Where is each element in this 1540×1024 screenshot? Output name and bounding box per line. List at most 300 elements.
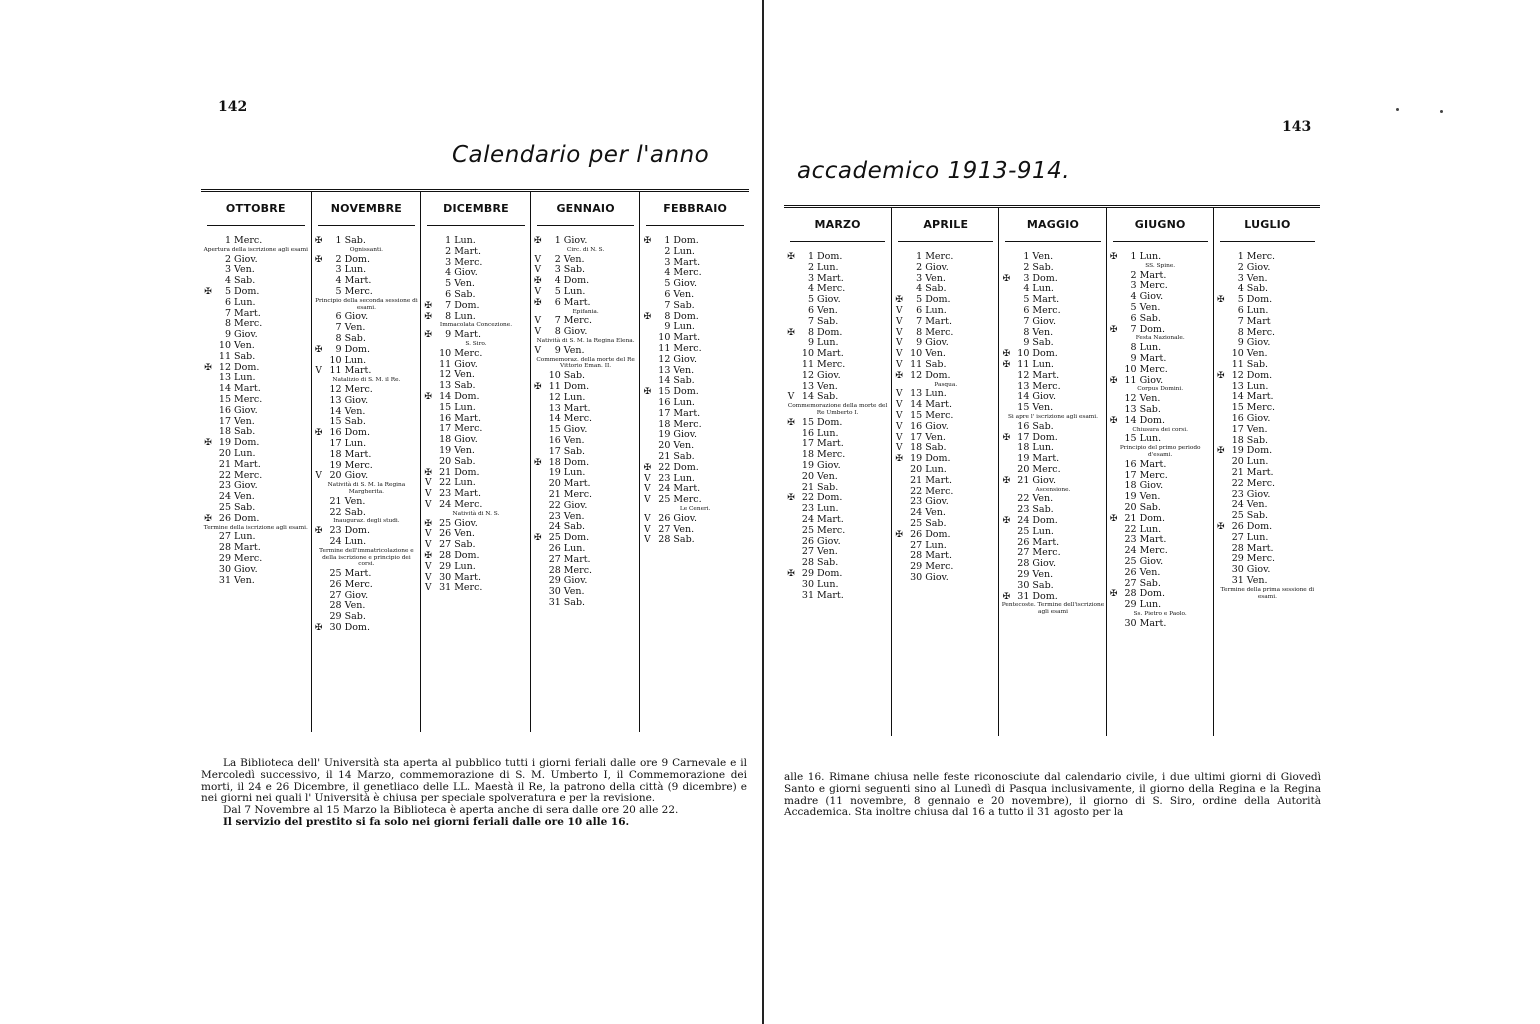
day-note: Termine dell'immatricolazione e della iscrizione e principio dei corsi. [319,547,414,568]
day-number: 23 [548,510,561,522]
day-mark [201,298,215,309]
day-mark [201,276,215,287]
weekday-abbrev: Lun. [234,296,256,308]
holiday-cross-icon: ✠ [534,297,542,308]
holiday-cross-icon: ✠ [643,311,652,322]
weekday-abbrev: Giov. [1139,480,1164,492]
day-mark [201,373,215,384]
weekday-abbrev: Dom. [1139,414,1165,426]
day-row [640,535,750,546]
day-number: 9 [335,343,342,355]
holiday-cross-icon: ✠ [314,623,323,634]
day-mark [784,274,798,285]
day-row [1107,460,1214,471]
day-row [892,371,999,382]
weekday-abbrev: Mart. [563,553,591,565]
day-number: 14 [910,399,923,411]
weekday-abbrev: Giov. [563,424,588,436]
day-row [640,430,750,441]
day-note: Ognissanti. [349,246,383,253]
weekday-abbrev: Mart. [817,513,844,525]
day-row [201,565,311,576]
day-row [531,533,641,544]
weekday-abbrev: Ven. [234,415,255,427]
day-number: 15 [910,409,923,421]
day-number: 5 [445,278,452,290]
day-mark [312,323,326,334]
day-row [421,446,531,457]
day-row [531,255,641,266]
day-mark [999,295,1013,306]
day-row [312,591,422,602]
day-mark [201,449,215,460]
day-number: 28 [218,542,231,554]
day-number: 27 [329,589,342,601]
weekday-abbrev: Merc. [344,285,373,297]
day-number: 24 [1017,514,1030,526]
day-mark [999,328,1013,339]
weekday-abbrev: Mart. [454,571,481,583]
weekday-abbrev: Sab. [234,350,256,362]
day-number: 27 [910,539,923,551]
weekday-abbrev: Giov. [1246,412,1271,424]
weekday-abbrev: Giov. [234,404,258,416]
day-number: 5 [1023,294,1030,306]
day-mark [421,349,435,360]
weekday-abbrev: Dom. [234,285,260,297]
day-row [312,345,422,356]
day-note: Epifania. [572,308,599,315]
day-number: 16 [910,420,923,432]
month-column-luglio [1213,208,1321,736]
day-row [421,583,531,594]
day-mark [1214,349,1228,360]
day-number: 24 [1231,499,1244,511]
weekday-abbrev: Merc. [673,342,702,354]
day-number: 21 [910,474,923,486]
month-header: GENNAIO [537,192,635,226]
day-mark [999,403,1013,414]
day-number: 6 [664,288,671,300]
weekday-abbrev: Dom. [344,427,370,439]
weekday-abbrev: Sab. [673,534,695,546]
weekday-abbrev: Lun. [817,578,839,590]
weekday-abbrev: Dom. [1032,590,1058,602]
day-number: 22 [439,477,452,489]
weekday-abbrev: Sab. [344,416,366,428]
vacation-mark: V [534,327,542,338]
weekday-abbrev: Mart. [1246,466,1274,478]
day-number: 4 [1237,283,1244,295]
vacation-mark: V [895,421,903,432]
day-number: 16 [801,427,814,439]
day-mark [201,481,215,492]
day-mark [784,504,798,515]
weekday-abbrev: Giov. [1139,291,1164,303]
day-mark [312,461,326,472]
vacation-mark: V [424,489,432,500]
calendar-table-right [784,205,1320,736]
weekday-abbrev: Lun. [454,235,476,246]
day-note: Si apre l' iscrizione agli esami. [1007,413,1099,420]
day-number: 13 [1231,380,1244,392]
holiday-cross-icon: ✠ [1002,475,1011,486]
day-number: 6 [445,288,452,300]
day-number: 29 [910,561,923,573]
day-mark [1214,263,1228,274]
day-number: 23 [1124,534,1137,546]
day-row [640,387,750,398]
day-row [1107,252,1214,263]
day-mark [1214,328,1228,339]
day-row [201,460,311,471]
weekday-abbrev: Merc. [1139,280,1168,292]
day-row [1107,619,1214,630]
day-number: 4 [807,283,814,295]
day-number: 22 [329,506,342,518]
day-mark [784,537,798,548]
day-number: 17 [548,445,561,457]
day-mark [1107,557,1121,568]
weekday-abbrev: Merc. [1246,251,1276,262]
day-list [784,252,891,601]
day-number: 4 [916,283,923,295]
day-mark [1214,533,1228,544]
footer-paragraph: La Biblioteca dell' Università sta aperta al pubblico tutti i giorni feriali dalle ore 9 Carnevale e il Mercoledì successivo, il 14 Marzo, commemorazione di S. M. Umberto I, il Commemorazione dei morti, il 24 e 26 Dicembre, il genetliaco delle LL. Maestà il Re, la patrono della città (9 dicembre) e nei giorni nei quali l' Università è chiusa per speciale spolveratura e per la revisione. [201,757,747,805]
weekday-abbrev: Sab. [1246,510,1269,522]
day-number: 20 [1231,456,1244,468]
day-row [640,247,750,258]
day-number: 15 [1124,433,1137,445]
day-number: 9 [1237,337,1244,349]
weekday-abbrev: Ven. [563,434,585,446]
day-number: 27 [548,553,561,565]
holiday-cross-icon: ✠ [1109,252,1118,262]
weekday-abbrev: Dom. [1032,272,1058,284]
weekday-abbrev: Sab. [454,455,476,467]
vacation-mark: V [534,254,542,265]
day-row [421,519,531,530]
day-row [201,298,311,309]
left-page [0,0,766,1024]
day-row [640,355,750,366]
calendar-table-left [201,189,749,732]
weekday-abbrev: Ven. [1246,423,1268,435]
weekday-abbrev: Sab. [563,445,586,457]
day-mark [312,407,326,418]
day-mark [1214,274,1228,285]
holiday-cross-icon: ✠ [314,344,323,355]
day-number: 3 [664,256,671,268]
weekday-abbrev: Merc. [673,267,702,279]
day-mark [784,580,798,591]
day-row [201,352,311,363]
day-number: 28 [910,550,923,562]
day-row [531,598,641,609]
day-row [312,526,422,537]
holiday-cross-icon: ✠ [1109,589,1118,600]
day-number: 7 [916,315,923,327]
day-mark [421,435,435,446]
day-note: Ascensione. [1035,486,1071,493]
weekday-abbrev: Sab. [454,288,476,300]
day-mark [531,393,545,404]
day-mark [999,252,1013,263]
day-mark [531,544,545,555]
footer-text-left [201,758,747,829]
day-mark [640,376,654,387]
day-number: 6 [1130,312,1137,324]
day-mark [201,309,215,320]
weekday-abbrev: Giov. [1246,337,1271,349]
footer-text-right [784,772,1321,819]
day-number: 18 [329,448,342,460]
day-number: 9 [224,329,231,341]
day-number: 8 [664,310,671,322]
day-mark [999,422,1013,433]
day-note: Natalizio di S. M. il Re. [332,377,401,384]
day-mark [421,370,435,381]
vacation-mark: V [895,338,903,349]
day-number: 20 [439,455,452,467]
day-number: 20 [801,470,814,482]
day-note: Commemoraz. della morte del Re Vittorio Eman. II. [536,356,635,370]
weekday-abbrev: Dom. [563,380,590,392]
day-number: 13 [329,394,342,406]
day-number: 12 [218,361,231,373]
day-row [1214,576,1321,587]
day-row [201,330,311,341]
weekday-abbrev: Mart. [563,402,591,414]
day-mark [640,366,654,377]
day-row [201,514,311,525]
day-number: 2 [445,245,452,257]
day-row [421,551,531,562]
day-row [531,555,641,566]
day-mark [640,247,654,258]
day-number: 10 [1017,348,1030,360]
holiday-cross-icon: ✠ [643,462,652,473]
day-row [784,317,891,328]
day-number: 13 [439,380,452,392]
weekday-abbrev: Merc. [673,494,702,506]
day-note: Circ. di N. S. [566,246,605,253]
day-mark [999,494,1013,505]
day-mark [784,317,798,328]
day-mark [640,301,654,312]
day-number: 16 [1231,412,1244,424]
weekday-abbrev: Sab. [817,391,839,403]
weekday-abbrev: Giov. [1032,474,1056,486]
weekday-abbrev: Sab. [925,358,947,370]
weekday-abbrev: Merc. [1246,402,1276,414]
day-number: 2 [1130,269,1137,281]
month-header: MARZO [790,208,885,242]
holiday-cross-icon: ✠ [1002,359,1011,370]
day-row [421,500,531,511]
day-number: 24 [910,507,923,519]
weekday-abbrev: Sab. [344,611,366,623]
weekday-abbrev: Mart. [1139,352,1167,364]
day-note: Inauguraz. degli studi. [333,518,400,525]
day-number: 15 [801,416,814,428]
weekday-abbrev: Merc. [925,251,954,262]
weekday-abbrev: Ven. [1139,491,1161,503]
day-number: 21 [658,450,671,462]
day-number: 5 [335,285,342,297]
weekday-abbrev: Merc. [454,582,483,594]
day-row [1214,533,1321,544]
day-number: 13 [801,380,814,392]
day-mark [531,555,545,566]
weekday-abbrev: Merc. [234,393,263,405]
day-number: 24 [1124,545,1137,557]
day-number: 11 [548,380,561,392]
day-row [640,301,750,312]
vacation-mark: V [895,443,903,454]
day-list [201,236,311,586]
weekday-abbrev: Giov. [925,337,949,349]
holiday-cross-icon: ✠ [314,254,323,265]
day-number: 14 [548,413,561,425]
day-row [531,425,641,436]
weekday-abbrev: Merc. [563,315,593,327]
weekday-abbrev: Sab. [1032,337,1054,349]
weekday-abbrev: Sab. [1139,501,1161,513]
day-number: 2 [916,261,923,273]
day-mark [892,252,906,263]
day-mark [312,265,326,276]
day-number: 2 [664,245,671,257]
weekday-abbrev: Dom. [817,326,843,338]
day-number: 19 [658,429,671,441]
day-number: 20 [658,440,671,452]
day-number: 23 [801,503,814,515]
holiday-cross-icon: ✠ [534,381,542,392]
day-mark [1214,403,1228,414]
day-number: 2 [224,253,231,265]
weekday-abbrev: Giov. [673,429,697,441]
day-row [312,428,422,439]
day-number: 12 [1017,369,1030,381]
weekday-abbrev: Sab. [673,299,695,311]
day-number: 28 [548,564,561,576]
weekday-abbrev: Lun. [1139,342,1162,354]
day-mark [999,317,1013,328]
weekday-abbrev: Lun. [1032,442,1054,454]
weekday-abbrev: Ven. [454,369,475,381]
day-row [531,436,641,447]
day-row [999,371,1106,382]
weekday-abbrev: Dom. [673,461,699,473]
vacation-mark: V [424,540,432,551]
day-number: 28 [1017,558,1030,570]
weekday-abbrev: Giov. [563,499,588,511]
weekday-abbrev: Ven. [563,253,585,265]
weekday-abbrev: Mart. [1139,458,1167,470]
holiday-cross-icon: ✠ [1217,295,1225,306]
right-page [766,0,1540,1024]
weekday-abbrev: Giov. [344,589,369,601]
weekday-abbrev: Sab. [1246,434,1269,446]
weekday-abbrev: Lun. [1246,531,1269,543]
weekday-abbrev: Mart. [673,332,701,344]
day-mark [892,562,906,573]
weekday-abbrev: Ven. [1246,348,1268,360]
day-row [999,263,1106,274]
day-row [201,236,311,247]
day-number: 28 [658,534,671,546]
day-mark [312,287,326,298]
day-number: 27 [1017,547,1030,559]
day-number: 1 [664,235,671,246]
day-mark [1214,252,1228,263]
day-row [640,514,750,525]
day-number: 20 [329,470,342,482]
holiday-cross-icon: ✠ [314,428,323,439]
page-number-left: 142 [218,99,248,115]
vacation-mark: V [644,473,651,484]
day-number: 13 [218,372,231,384]
weekday-abbrev: Sab. [344,332,366,344]
day-number: 19 [218,437,231,449]
weekday-abbrev: Sab. [1139,312,1161,324]
day-mark [1214,565,1228,576]
day-number: 31 [218,574,231,586]
day-note: Ss. Pietro e Paolo. [1133,610,1187,617]
weekday-abbrev: Dom. [1032,348,1058,360]
weekday-abbrev: Sab. [1246,358,1269,370]
day-number: 18 [801,449,814,461]
day-number: 8 [554,326,561,338]
weekday-abbrev: Ven. [925,348,946,360]
weekday-abbrev: Merc. [454,347,483,359]
weekday-abbrev: Mart. [344,448,372,460]
day-number: 24 [218,491,231,503]
weekday-abbrev: Giov. [234,253,258,265]
day-row [421,312,531,323]
day-list [892,252,999,584]
day-number: 6 [224,296,231,308]
holiday-cross-icon: ✠ [534,236,542,246]
day-number: 7 [224,307,231,319]
day-note: Pentecoste. Termine dell'iscrizione agli esami [1001,602,1105,616]
weekday-abbrev: Dom. [925,369,951,381]
day-number: 29 [1017,568,1030,580]
day-number: 3 [445,256,452,268]
day-mark [421,258,435,269]
day-number: 19 [439,444,452,456]
weekday-abbrev: Lun. [925,463,947,475]
vacation-mark: V [644,495,651,506]
day-number: 2 [807,261,814,273]
day-row [784,392,891,403]
day-number: 22 [1124,523,1137,535]
day-mark [784,360,798,371]
day-number: 18 [1124,480,1137,492]
weekday-abbrev: Dom. [454,299,480,311]
weekday-abbrev: Dom. [1139,588,1165,600]
day-mark [1107,365,1121,376]
holiday-cross-icon: ✠ [1217,521,1225,532]
day-mark [421,403,435,414]
holiday-cross-icon: ✠ [1109,324,1118,335]
holiday-cross-icon: ✠ [204,513,212,524]
day-number: 22 [658,461,671,473]
day-number: 13 [910,388,923,400]
month-column-aprile [891,208,999,736]
weekday-abbrev: Dom. [454,466,480,478]
